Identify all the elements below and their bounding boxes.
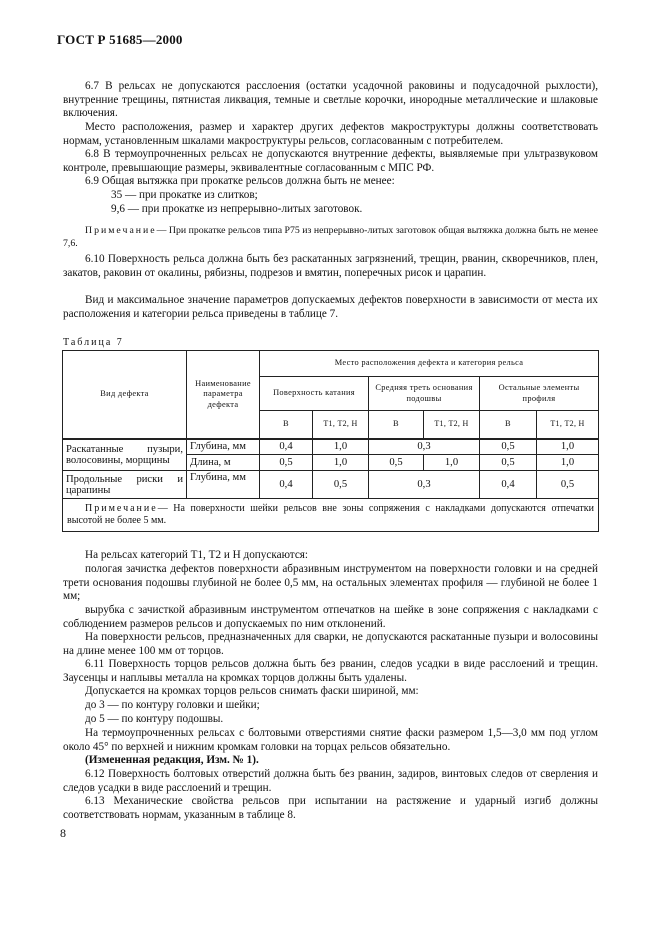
paragraph-6-9-item-1: 35 — при прокатке из слитков; xyxy=(111,189,258,201)
header-cat-b: В xyxy=(369,411,424,439)
paragraph-6-8: 6.8 В термоупрочненных рельсах не допускаются внутренние дефекты, выявляемые при ультразвуковом контроле, превышающие размеры, эквивалентные согласованным с МПС РФ. xyxy=(63,148,598,174)
page-number: 8 xyxy=(60,826,66,840)
header-cat-t: Т1, Т2, Н xyxy=(537,411,599,439)
value-cell: 0,3 xyxy=(369,439,480,455)
table-note xyxy=(63,499,599,532)
param-name: Глубина, мм xyxy=(187,439,260,455)
paragraph-6-11-chamfer: Допускается на кромках торцов рельсов снимать фаски шириной, мм: xyxy=(85,685,419,697)
paragraph-welding: На поверхности рельсов, предназначенных для сварки, не допускаются раскатанные пузыри и волосовины на длине менее 100 мм от торцов. xyxy=(63,631,598,657)
paragraph-6-7: 6.7 В рельсах не допускаются расслоения (остатки усадочной раковины и подусадочной рыхлости), внутренние трещины, пятнистая ликвация, темные и светлые корочки, инородные металлические и шлаковые включения. xyxy=(63,80,598,120)
table-note-text: — На поверхности шейки рельсов вне зоны сопряжения с накладками допускаются отпечатки высотой не более 5 мм. xyxy=(67,503,595,526)
note-1 xyxy=(63,224,598,250)
value-cell: 0,5 xyxy=(260,455,313,471)
paragraph-6-13: 6.13 Механические свойства рельсов при испытании на растяжение и ударный изгиб должны соответствовать нормам, указанным в таблице 8. xyxy=(63,795,598,821)
paragraph-6-10: 6.10 Поверхность рельса должна быть без раскатанных загрязнений, трещин, рванин, скворечников, плен, закатов, раковин от окалины, рябизны, подрезов и вмятин, поперечных рисок и царапин. xyxy=(63,253,598,279)
paragraph-6-12: 6.12 Поверхность болтовых отверстий должна быть без рванин, задиров, винтовых следов от сверления и следов усадки в виде расслоений и трещин. xyxy=(63,768,598,794)
header-defect-type: Вид дефекта xyxy=(63,351,187,439)
value-cell: 0,5 xyxy=(480,455,537,471)
table-caption: Таблица 7 xyxy=(63,337,124,348)
value-cell: 1,0 xyxy=(537,439,599,455)
table-note-label: Примечание xyxy=(85,503,158,514)
defects-table xyxy=(62,350,599,532)
header-cat-b: В xyxy=(260,411,313,439)
value-cell: 1,0 xyxy=(313,455,369,471)
table-row xyxy=(63,471,599,499)
table-row xyxy=(63,439,599,455)
value-cell: 1,0 xyxy=(537,455,599,471)
paragraph-allowed-item-1: пологая зачистка дефектов поверхности абразивным инструментом на поверхности головки и на средней трети основания подошвы глубиной не более 0,5 мм, на остальных элементах профиля — глубиной не более 1 мм; xyxy=(63,563,598,603)
value-cell: 0,4 xyxy=(260,471,313,499)
param-name: Глубина, мм xyxy=(187,471,260,499)
paragraph-allowed: На рельсах категорий Т1, Т2 и Н допускаются: xyxy=(85,549,309,561)
paragraph-6-9: 6.9 Общая вытяжка при прокатке рельсов должна быть не менее: xyxy=(85,175,395,187)
paragraph-6-10-cont: Вид и максимальное значение параметров допускаемых дефектов поверхности в зависимости от места их расположения и категории рельса приведены в таблице 7. xyxy=(63,294,598,320)
header-cat-t: Т1, Т2, Н xyxy=(424,411,480,439)
paragraph-allowed-item-2: вырубка с зачисткой абразивным инструментом отпечатков на шейке в зоне сопряжения с накладками с соблюдением размеров рельсов и допускаемых по ним отклонений. xyxy=(63,604,598,630)
header-cat-b: В xyxy=(480,411,537,439)
value-cell: 0,5 xyxy=(537,471,599,499)
header-location: Место расположения дефекта и категория рельса xyxy=(260,351,599,377)
value-cell: 1,0 xyxy=(424,455,480,471)
header-other-elements: Остальные элементы профиля xyxy=(480,377,599,411)
paragraph-6-7-cont: Место расположения, размер и характер других дефектов макроструктуры должны соответствовать нормам, установленным шкалами макроструктуры рельсов, согласованным с потребителем. xyxy=(63,121,598,147)
value-cell: 1,0 xyxy=(313,439,369,455)
header-rolling-surface: Поверхность катания xyxy=(260,377,369,411)
paragraph-6-11-item-2: до 5 — по контуру подошвы. xyxy=(85,713,224,725)
paragraph-6-11-item-1: до 3 — по контуру головки и шейки; xyxy=(85,699,260,711)
note-1-label: Примечание xyxy=(85,225,157,236)
value-cell: 0,5 xyxy=(480,439,537,455)
table-note-row xyxy=(63,499,599,532)
note-1-text: — При прокатке рельсов типа Р75 из непрерывно-литых заготовок общая вытяжка должна быть не менее 7,6. xyxy=(63,225,598,249)
header-param-name: Наименование параметра дефекта xyxy=(187,351,260,439)
header-cat-t: Т1, Т2, Н xyxy=(313,411,369,439)
header-middle-third: Средняя треть основания подошвы xyxy=(369,377,480,411)
paragraph-6-9-item-2: 9,6 — при прокатке из непрерывно-литых заготовок. xyxy=(111,203,363,215)
value-cell: 0,4 xyxy=(480,471,537,499)
paragraph-6-11-heat: На термоупрочненных рельсах с болтовыми отверстиями снятие фаски размером 1,5—3,0 мм под углом около 45° по верхней и нижним кромкам головки на торцах рельсов обязательно. xyxy=(63,727,598,753)
value-cell: 0,4 xyxy=(260,439,313,455)
document-header: ГОСТ Р 51685—2000 xyxy=(57,32,183,47)
paragraph-6-11: 6.11 Поверхность торцов рельсов должна быть без рванин, следов усадки в виде расслоений и трещин. Заусенцы и наплывы металла на кромках торцов должны быть удалены. xyxy=(63,658,598,684)
value-cell: 0,3 xyxy=(369,471,480,499)
value-cell: 0,5 xyxy=(369,455,424,471)
amendment-note: (Измененная редакция, Изм. № 1). xyxy=(85,754,259,766)
defect-name: Раскатанные пузыри, волосовины, морщины xyxy=(63,439,187,471)
param-name: Длина, м xyxy=(187,455,260,471)
defect-name: Продольные риски и царапины xyxy=(63,471,187,499)
value-cell: 0,5 xyxy=(313,471,369,499)
